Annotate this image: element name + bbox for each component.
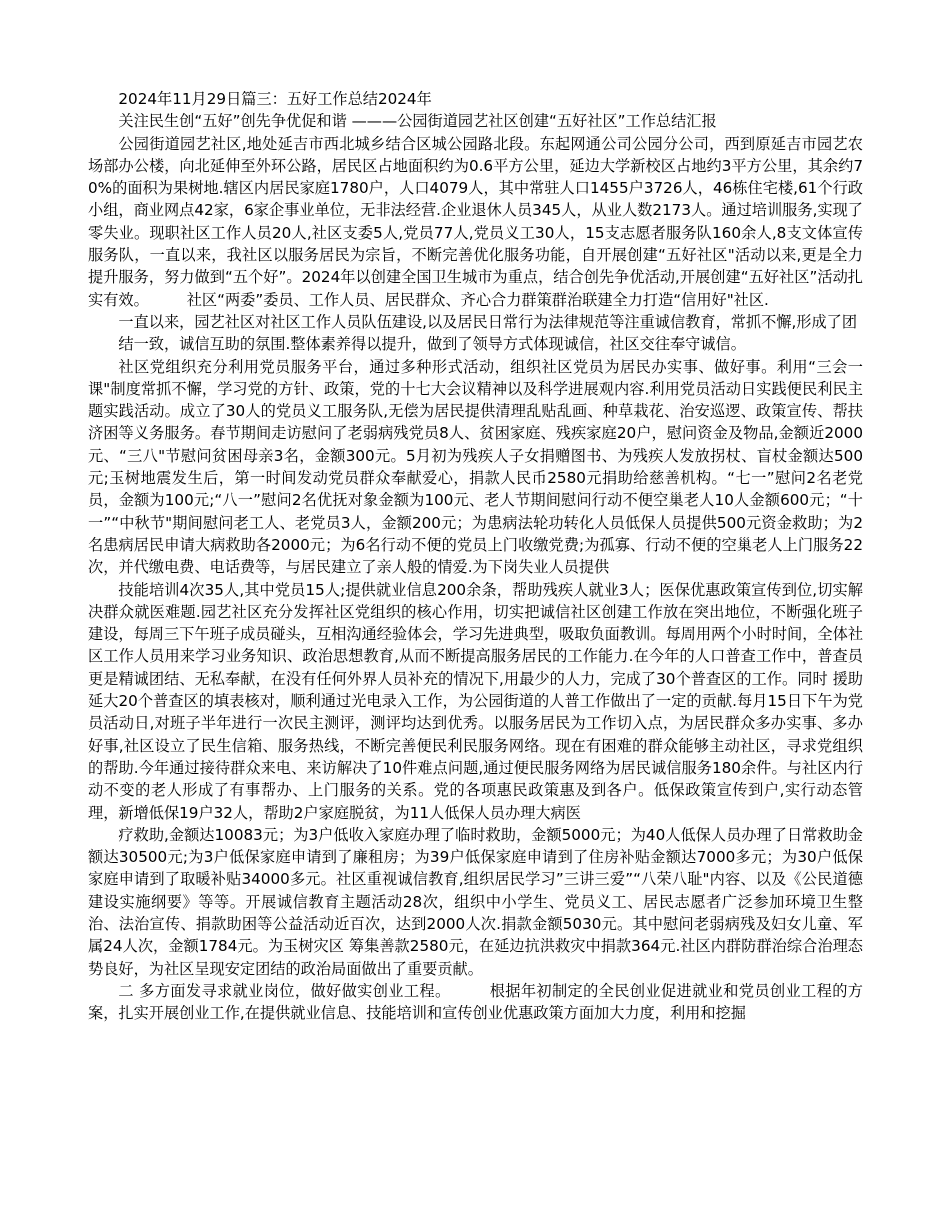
report-title: 关注民生创“五好”创先争优促和谐 ———公园街道园艺社区创建“五好社区”工作总结汇报 <box>118 112 717 131</box>
paragraph-integrity-result: 结一致，诚信互助的氛围.整体素养得以提升，做到了领导方式体现诚信，社区交往奉守诚信。 <box>118 335 746 354</box>
paragraph-integrity-education: 一直以来，园艺社区对社区工作人员队伍建设,以及居民日常行为法律规范等注重诚信教育，常抓不懈,形成了团 <box>118 312 858 331</box>
paragraph-community-overview: 公园街道园艺社区,地处延吉市西北城乡结合区城公园路北段。东起网通公司公园分公司，西到原延吉市园艺农场部办公楼，向北延伸至外环公路，居民区占地面积约为0.6平方公里，延边大学新校区占地约3平方公里，其余约70%的面积为果树地.辖区内居民家庭1780户，人口4079人，其中常驻人口1455户3726人，46栋住宅楼,61个行政小组，商业网点42家，6家企事业单位，无非法经营.企业退休人员345人，从业人数2173人。通过培训服务,实现了零失业。现职社区工作人员20人,社区支委5人,党员77人,党员义工30人，15支志愿者服务队160余人,8支文体宣传服务队，一直以来，我社区以服务居民为宗旨，不断完善优化服务功能，自开展创建“五好社区"活动以来,更是全力提升服务，努力做到“五个好”。2024年以创建全国卫生城市为重点，结合创先争优活动,开展创建“五好社区”活动扎实有效。 社区“两委”委员、工作人员、居民群众、齐心合力群策群治联建全力打造“信用好"社区. <box>88 134 863 309</box>
document-page <box>88 88 863 1024</box>
paragraph-medical-relief: 疗救助,金额达10083元；为3户低收入家庭办理了临时救助，金额5000元；为40人低保人员办理了日常救助金额达30500元;为3户低保家庭申请到了廉租房；为39户低保家庭申请到了住房补贴金额达7000多元；为30户低保家庭申请到了取暖补贴34000多元。社区重视诚信教育,组织居民学习”三讲三爱”“八荣八耻"内容、以及《公民道德建设实施纲要》等等。开展诚信教育主题活动28次，组织中小学生、党员义工、居民志愿者广泛参加环境卫生整治、法治宣传、捐款助困等公益活动近百次，达到2000人次.捐款金额5030元。其中慰问老弱病残及妇女儿童、军属24人次，金额1784元。为玉树灾区 筹集善款2580元，在延边抗洪救灾中捐款364元.社区内群防群治综合治理态势良好，为社区呈现安定团结的政治局面做出了重要贡献。 <box>88 825 863 978</box>
paragraph-skills-training: 技能培训4次35人,其中党员15人;提供就业信息200余条，帮助残疾人就业3人；医保优惠政策宣传到位,切实解决群众就医难题.园艺社区充分发挥社区党组织的核心作用，切实把诚信社区创建工作放在突出地位，不断强化班子建设，每周三下午班子成员碰头，互相沟通经验体会，学习先进典型，吸取负面教训。每周用两个小时时间，全体社区工作人员用来学习业务知识、政治思想教育,从而不断提高服务居民的工作能力.在今年的人口普查工作中，普查员更是精诚团结、无私奉献，在没有任何外界人员补充的情况下,用最少的人力，完成了30个普查区的工作。同时 援助延大20个普查区的填表核对，顺利通过光电录入工作，为公园街道的人普工作做出了一定的贡献.每月15日下午为党员活动日,对班子半年进行一次民主测评，测评均达到优秀。以服务居民为工作切入点，为居民群众多办实事、多办好事,社区设立了民生信箱、服务热线，不断完善便民利民服务网络。现在有困难的群众能够主动社区，寻求党组织的帮助.今年通过接待群众来电、来访解决了10件难点问题,通过便民服务网络为居民诚信服务180余件。与社区内行动不变的老人形成了有事帮办、上门服务的关系。党的各项惠民政策惠及到各户。低保政策宣传到户,实行动态管理，新增低保19户32人，帮助2户家庭脱贫，为11人低保人员办理大病医 <box>88 580 863 822</box>
paragraph-party-service: 社区党组织充分利用党员服务平台，通过多种形式活动，组织社区党员为居民办实事、做好事。利用“三会一课"制度常抓不懈，学习党的方针、政策，党的十七大会议精神以及科学进展观内容.利用党员活动日实践便民利民主题实践活动。成立了30人的党员义工服务队,无偿为居民提供清理乱贴乱画、种草栽花、治安巡逻、政策宣传、帮扶济困等义务服务。春节期间走访慰问了老弱病残党员8人、贫困家庭、残疾家庭20户，慰问资金及物品,金额近2000元、“三八"节慰问贫困母亲3名，金额300元。5月初为残疾人子女捐赠图书、为残疾人发放拐杖、盲杖金额达500元;玉树地震发生后，第一时间发动党员群众奉献爱心，捐款人民币2580元捐助给慈善机构。“七一”慰问2名老党员，金额为100元;“八一”慰问2名优抚对象金额为100元、老人节期间慰问行动不便空巢老人10人金额600元；“十一”“中秋节"期间慰问老工人、老党员3人，金额200元；为患病法轮功转化人员低保人员提供500元资金救助；为2名患病居民申请大病救助各2000元；为6名行动不便的党员上门收缴党费;为孤寡、行动不便的空巢老人上门服务22次，并代缴电费、电话费等，与居民建立了亲人般的情爱.为下岗失业人员提供 <box>88 357 863 577</box>
heading-date-line: 2024年11月29日篇三：五好工作总结2024年 <box>118 90 432 108</box>
paragraph-employment-section: 二 多方面发寻求就业岗位，做好做实创业工程。 根据年初制定的全民创业促进就业和党员创业工程的方案，扎实开展创业工作,在提供就业信息、技能培训和宣传创业优惠政策方面加大力度，利用和挖掘 <box>88 981 863 1023</box>
